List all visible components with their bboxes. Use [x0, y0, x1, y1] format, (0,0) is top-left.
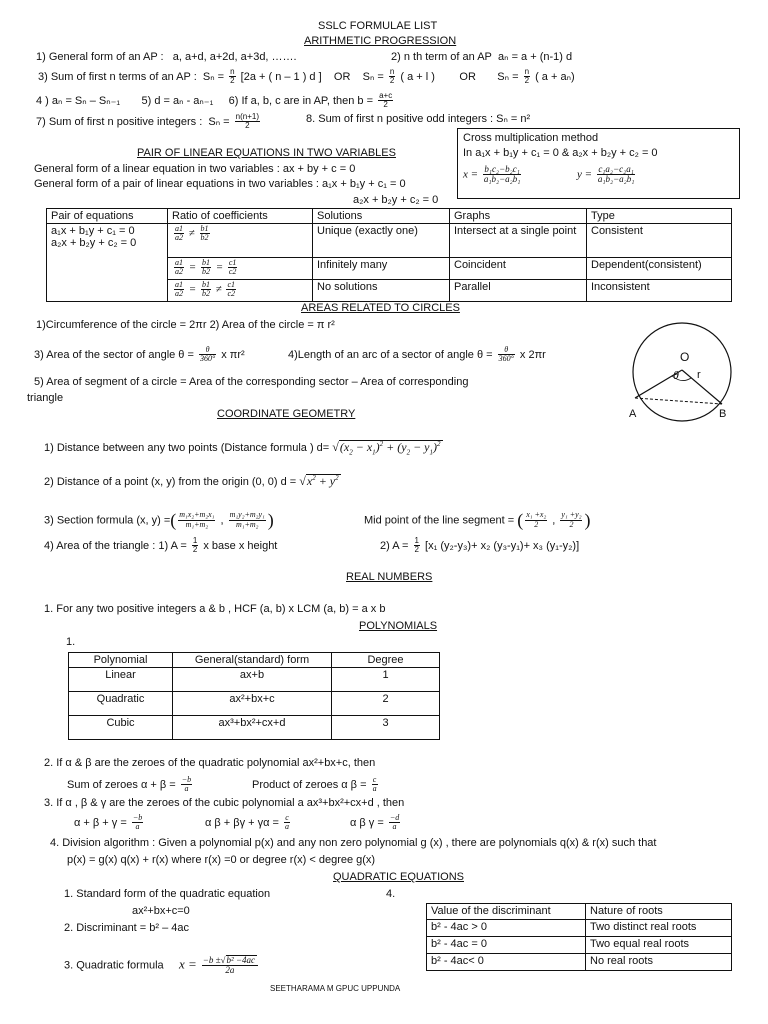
linear-line1: General form of a linear equation in two variables : ax + by + c = 0: [34, 163, 356, 175]
solution-cell: No solutions: [313, 280, 450, 302]
cross-equations: In a₁x + b₁y + c₁ = 0 & a₂x + b₂y + c₂ = 0: [463, 147, 658, 159]
table-row: [427, 937, 732, 954]
type-cell: Dependent(consistent): [587, 258, 732, 280]
cross-title: Cross multiplication method: [463, 132, 599, 144]
chord-line: [635, 398, 722, 404]
ap-f7: 7) Sum of first n positive integers : Sₙ = $\frac{n(n+1)}{2}$: [36, 112, 260, 131]
quad-f2: 2. Discriminant = b² – 4ac: [64, 922, 190, 934]
poly-f2-line1: 2. If α & β are the zeroes of the quadratic polynomial ax²+bx+c, then: [44, 757, 376, 769]
ap-f2: 2) n th term of an AP aₙ = a + (n-1) d: [391, 51, 573, 63]
cross-x-formula: x = $\frac{\text{b₁c₂−b₂c₁}}{\text{a₁b₂−a₂b₁}}$: [463, 164, 521, 185]
table-header: Graphs: [450, 209, 587, 224]
table-row: [69, 668, 440, 692]
table-cell: ax³+bx²+cx+d: [173, 716, 332, 740]
table-cell: Two equal real roots: [586, 937, 732, 954]
ap-f1: 1) General form of an AP : a, a+d, a+2d, a+3d, …….: [36, 51, 297, 63]
circle-diagram: [620, 320, 750, 430]
table-cell: b² - 4ac > 0: [427, 920, 586, 937]
discriminant-table: [426, 903, 732, 971]
ratio-cell: $\frac{a1}{a2}$ = $\frac{b1}{b2}$ = $\frac{c1}{c2}$: [168, 258, 313, 280]
solution-cell: Unique (exactly one): [313, 224, 450, 258]
table-cell: ax²+bx+c: [173, 692, 332, 716]
graph-cell: Coincident: [450, 258, 587, 280]
linear-line3: a₂x + b₂y + c₂ = 0: [353, 194, 439, 206]
poly-f2-product: Product of zeroes α β = $\frac{c}{a}$: [252, 775, 377, 794]
point-a-label: A: [629, 408, 637, 420]
coord-midpoint: Mid point of the line segment = ( $\frac{\text{x₁ +x₂}}{2}$ , $\frac{\text{y₁ +y₂}}{2}$ ): [364, 510, 591, 530]
table-cell: Two distinct real roots: [586, 920, 732, 937]
coord-f3: 3) Section formula (x, y) =( $\frac{\text{m₁x₂+m₂x₁}}{\text{m₁+m₂}}$ , $\frac{\text{m₁y₂+m₂y₁}}{\text{m₁+m₂}}$ ): [44, 510, 274, 530]
circle-outline: [633, 323, 731, 421]
type-cell: Inconsistent: [587, 280, 732, 302]
poly-f3-b: α β + βγ + γα = $\frac{c}{a}$: [205, 813, 290, 832]
poly-f3-a: α + β + γ = $\frac{-b}{a}$: [74, 813, 143, 832]
solution-cell: Infinitely many: [313, 258, 450, 280]
cross-y-formula: y = $\frac{\text{c₁a₂−c₂a₁}}{\text{a₁b₂−a₂b₁}}$: [577, 164, 635, 185]
quad-f1: 1. Standard form of the quadratic equation: [64, 888, 271, 900]
table-header: General(standard) form: [173, 653, 332, 668]
circles-f1: 1)Circumference of the circle = 2πr 2) Area of the circle = π r²: [36, 319, 335, 331]
angle-label: θ: [673, 368, 679, 382]
linear-table: [46, 208, 732, 302]
table-row: [47, 224, 732, 258]
table-cell: 2: [332, 692, 440, 716]
quad-f1-eq: ax²+bx+c=0: [132, 905, 190, 917]
linear-heading: PAIR OF LINEAR EQUATIONS IN TWO VARIABLES: [137, 147, 396, 159]
poly-f4-line1: 4. Division algorithm : Given a polynomial p(x) and any non zero polynomial g (x) , there are polynomials q(x) & r(x) such that: [50, 837, 657, 849]
footer-credit: SEETHARAMA M GPUC UPPUNDA: [270, 984, 401, 993]
table-cell: b² - 4ac< 0: [427, 954, 586, 971]
center-label: O: [680, 350, 690, 364]
table-row: [69, 716, 440, 740]
polynomial-table: [68, 652, 440, 740]
table-row: [427, 954, 732, 971]
table-header: Degree: [332, 653, 440, 668]
ratio-cell: $\frac{a1}{a2}$ ≠ $\frac{b1}{b2}$: [168, 224, 313, 258]
coord-f1: 1) Distance between any two points (Distance formula ) $d= √(x_2 - x_1)^2 + (y_2 - y_1)^2$: [44, 440, 441, 457]
table-header: Value of the discriminant: [427, 904, 586, 920]
table-header: Solutions: [313, 209, 450, 224]
table-header: Ratio of coefficients: [168, 209, 313, 224]
coord-heading: COORDINATE GEOMETRY: [217, 408, 356, 420]
pair-of-equations-cell: a₁x + b₁y + c₁ = 0 a₂x + b₂y + c₂ = 0: [47, 224, 168, 302]
table-cell: ax+b: [173, 668, 332, 692]
ap-f3: 3) Sum of first n terms of an AP : Sₙ = $\frac{n}{2}$ [2a + ( n – 1 ) d ] OR Sₙ = $\frac{n}{2}$ ( a + l ) OR Sₙ = $\frac{n}{2}$ ( a + aₙ): [38, 67, 575, 86]
poly-f4-line2: p(x) = g(x) q(x) + r(x) where r(x) =0 or degree r(x) < degree g(x): [67, 854, 376, 866]
quad-heading: QUADRATIC EQUATIONS: [333, 871, 464, 883]
table-row: [427, 920, 732, 937]
table-cell: 3: [332, 716, 440, 740]
graph-cell: Intersect at a single point: [450, 224, 587, 258]
poly-heading: POLYNOMIALS: [359, 620, 438, 632]
poly-f3-line1: 3. If α , β & γ are the zeroes of the cubic polynomial a ax³+bx²+cx+d , then: [44, 797, 405, 809]
coord-f2: 2) Distance of a point (x, y) from the origin (0, 0) $d = √x^2 + y^2$: [44, 474, 339, 488]
table-cell: No real roots: [586, 954, 732, 971]
type-cell: Consistent: [587, 224, 732, 258]
table-header-row: [427, 904, 732, 920]
circles-f5-line1: 5) Area of segment of a circle = Area of the corresponding sector – Area of corresponding: [34, 376, 469, 388]
table-header-row: [47, 209, 732, 224]
ap-f8: 8. Sum of first n positive odd integers : Sₙ = n²: [306, 113, 531, 125]
table-header: Type: [587, 209, 732, 224]
circles-f4: 4)Length of an arc of a sector of angle θ = $\frac{\theta}{360^\circ}$ x 2πr: [288, 345, 546, 364]
table-cell: Quadratic: [69, 692, 173, 716]
coord-f4-b: 2) A = $\frac{1}{2}$ [x₁ (y₂-y₃)+ x₂ (y₃-y₁)+ x₃ (y₁-y₂)]: [380, 536, 580, 555]
table-cell: b² - 4ac = 0: [427, 937, 586, 954]
real-f1: 1. For any two positive integers a & b , HCF (a, b) x LCM (a, b) = a x b: [44, 603, 386, 615]
real-heading: REAL NUMBERS: [346, 571, 433, 583]
table-cell: Cubic: [69, 716, 173, 740]
table-header-row: [69, 653, 440, 668]
circles-f3: 3) Area of the sector of angle θ = $\frac{\theta}{360^\circ}$ x πr²: [34, 345, 245, 364]
radius-label: r: [697, 369, 701, 381]
table-cell: Linear: [69, 668, 173, 692]
ap-heading: ARITHMETIC PROGRESSION: [304, 35, 457, 47]
ratio-cell: $\frac{a1}{a2}$ = $\frac{b1}{b2}$ ≠ $\frac{c1}{c2}$: [168, 280, 313, 302]
quad-item4: 4.: [386, 888, 396, 900]
poly-item1: 1.: [66, 636, 76, 648]
quad-f3: 3. Quadratic formula x = $\frac{\text{−b ±√b² −4ac}}{2a}$: [64, 955, 260, 976]
point-b-label: B: [719, 408, 727, 420]
coord-f4: 4) Area of the triangle : 1) A = $\frac{1}{2}$ x base x height: [44, 536, 278, 555]
table-header: Polynomial: [69, 653, 173, 668]
ap-f4-f6: 4 ) aₙ = Sₙ – Sₙ₋₁ 5) d = aₙ - aₙ₋₁ 6) If a, b, c are in AP, then b = $\frac{a+c}{2}$: [36, 91, 393, 110]
table-header: Nature of roots: [586, 904, 732, 920]
circles-f5-line2: triangle: [27, 392, 64, 404]
table-header: Pair of equations: [47, 209, 168, 224]
circles-heading: AREAS RELATED TO CIRCLES: [301, 302, 460, 314]
radius-line-b: [682, 370, 722, 404]
poly-f3-c: α β γ = $\frac{-d}{a}$: [350, 813, 400, 832]
graph-cell: Parallel: [450, 280, 587, 302]
linear-line2: General form of a pair of linear equations in two variables : a₁x + b₁y + c₁ = 0: [34, 178, 406, 190]
table-row: [69, 692, 440, 716]
page-title: SSLC FORMULAE LIST: [318, 20, 438, 32]
table-cell: 1: [332, 668, 440, 692]
poly-f2-sum: Sum of zeroes α + β = $\frac{-b}{a}$: [67, 775, 192, 794]
